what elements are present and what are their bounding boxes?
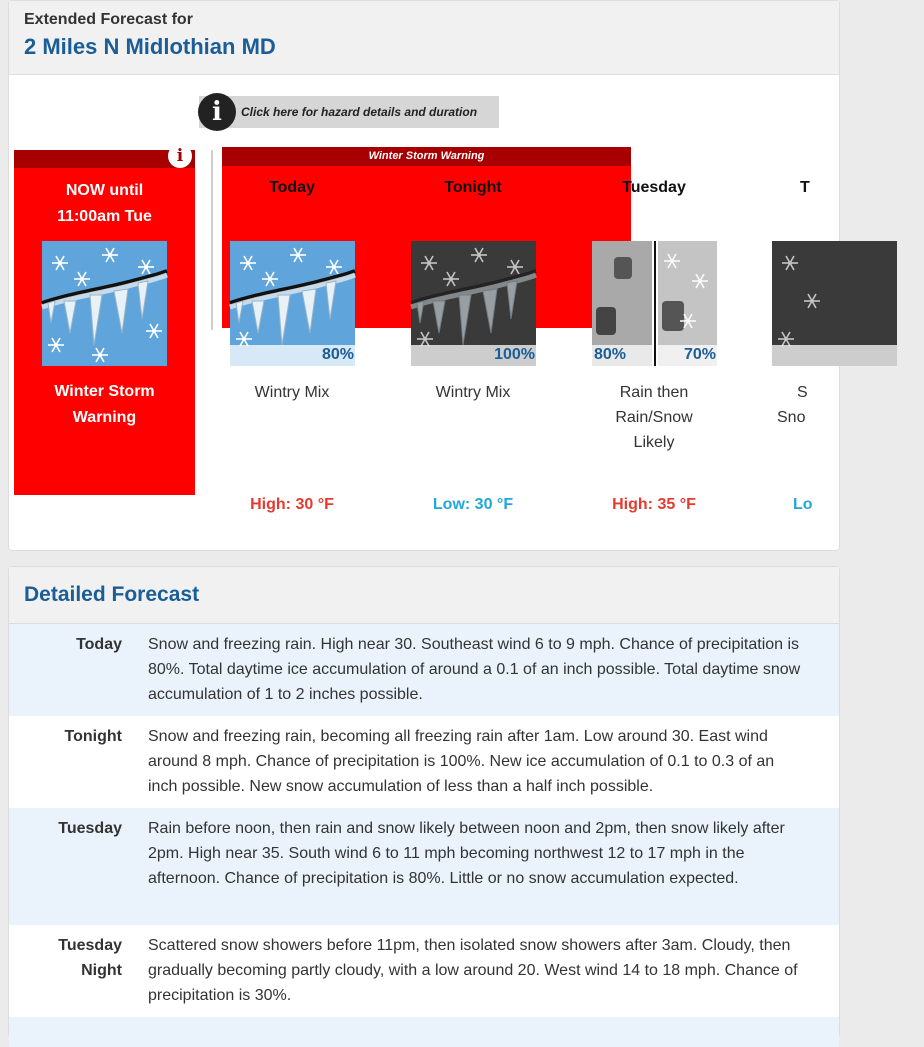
short-forecast-line: Likely <box>633 434 675 451</box>
period-tuesday-night[interactable] <box>744 173 924 513</box>
detailed-period-text: Rain before noon, then rain and snow likely between noon and 2pm, then snow likely after 2pm. High near 35. South wind 6 to 11 mph becoming northwest 12 to 17 mph in the afternoon. Chance of precipitation is 80%. Little or no snow accumulation expected. <box>148 820 785 887</box>
detailed-period-label-line: Night <box>81 962 122 979</box>
hazard-name-line1: Winter Storm <box>54 383 155 400</box>
period-tuesday[interactable] <box>564 173 744 513</box>
period-today[interactable] <box>202 173 382 513</box>
detailed-row <box>9 1017 839 1047</box>
short-forecast-line: Rain/Snow <box>615 409 693 426</box>
period-name: Tuesday <box>622 179 686 196</box>
temperature: Lo <box>793 496 813 513</box>
detailed-row <box>9 808 839 925</box>
detailed-period-label <box>9 724 122 749</box>
detailed-forecast-title: Detailed Forecast <box>9 567 839 624</box>
detailed-period-label <box>9 933 122 983</box>
hazard-duration-line1: NOW until <box>65 182 144 199</box>
extended-forecast-label: Extended Forecast for <box>24 11 193 28</box>
detailed-period-label-line: Tonight <box>64 728 122 745</box>
hazard-now-card[interactable] <box>14 146 195 495</box>
temperature: Low: 30 °F <box>432 496 514 513</box>
period-name: Tonight <box>444 179 502 196</box>
location-title: 2 Miles N Midlothian MD <box>24 34 276 59</box>
short-forecast-line: Wintry Mix <box>254 384 330 401</box>
detailed-row <box>9 716 839 808</box>
precip-chance: 80% <box>321 346 354 363</box>
warning-band-label: Winter Storm Warning <box>222 147 631 166</box>
hazard-name <box>14 379 195 431</box>
detailed-period-text: Snow and freezing rain, becoming all freezing rain after 1am. Low around 30. East wind around 8 mph. Chance of precipitation is 100%. New ice accumulation of 0.1 to 0.3 of an inch possible. New snow accumulation of less than a half inch possible. <box>148 728 775 795</box>
hazard-details-button[interactable] <box>199 96 499 128</box>
detailed-period-label <box>9 816 122 841</box>
short-forecast-line: Rain then <box>619 384 689 401</box>
precip-chance: 80% <box>594 346 627 363</box>
short-forecast-line: Sno <box>777 409 806 426</box>
short-forecast-line: S <box>797 384 808 401</box>
detailed-period-label-line: Tuesday <box>58 820 122 837</box>
snow-night-icon <box>772 241 897 366</box>
detailed-period-label-line: Today <box>76 636 122 653</box>
detailed-forecast-panel <box>8 566 840 1038</box>
hazard-details-label: Click here for hazard details and duration <box>241 105 478 119</box>
precip-chance-secondary: 70% <box>683 346 716 363</box>
detailed-row <box>9 624 839 716</box>
precip-chance: 100% <box>494 346 535 363</box>
detailed-period-text: Snow and freezing rain. High near 30. Southeast wind 6 to 9 mph. Chance of precipitation is 80%. Total daytime ice accumulation of around a 0.1 of an inch possible. Total daytime snow accumulation of 1 to 2 inches possible. <box>148 636 801 703</box>
detailed-period-text: Scattered snow showers before 11pm, then isolated snow showers after 3am. Cloudy, then gradually becoming partly cloudy, with a low around 20. West wind 14 to 18 mph. Chance of precipitation is 30%. <box>148 937 798 1004</box>
short-forecast <box>744 380 808 430</box>
detailed-period-label <box>9 632 122 657</box>
hazard-duration-line2: 11:00am Tue <box>57 208 152 225</box>
period-clip <box>744 0 813 549</box>
period-tonight[interactable] <box>383 173 563 513</box>
temperature: High: 35 °F <box>612 496 696 513</box>
short-forecast <box>383 380 563 405</box>
period-name: T <box>800 179 810 196</box>
short-forecast <box>564 380 744 455</box>
detailed-row <box>9 925 839 1017</box>
winter-storm-icon <box>42 241 167 366</box>
extended-forecast-header <box>9 1 839 75</box>
hazard-duration <box>14 178 195 230</box>
hazard-name-line2: Warning <box>72 409 137 426</box>
temperature: High: 30 °F <box>250 496 334 513</box>
short-forecast <box>202 380 382 405</box>
detailed-period-label-line: Tuesday <box>58 937 122 954</box>
info-icon: i <box>198 93 236 131</box>
info-icon[interactable]: i <box>168 144 192 168</box>
period-name: Today <box>269 179 315 196</box>
short-forecast-line: Wintry Mix <box>435 384 511 401</box>
